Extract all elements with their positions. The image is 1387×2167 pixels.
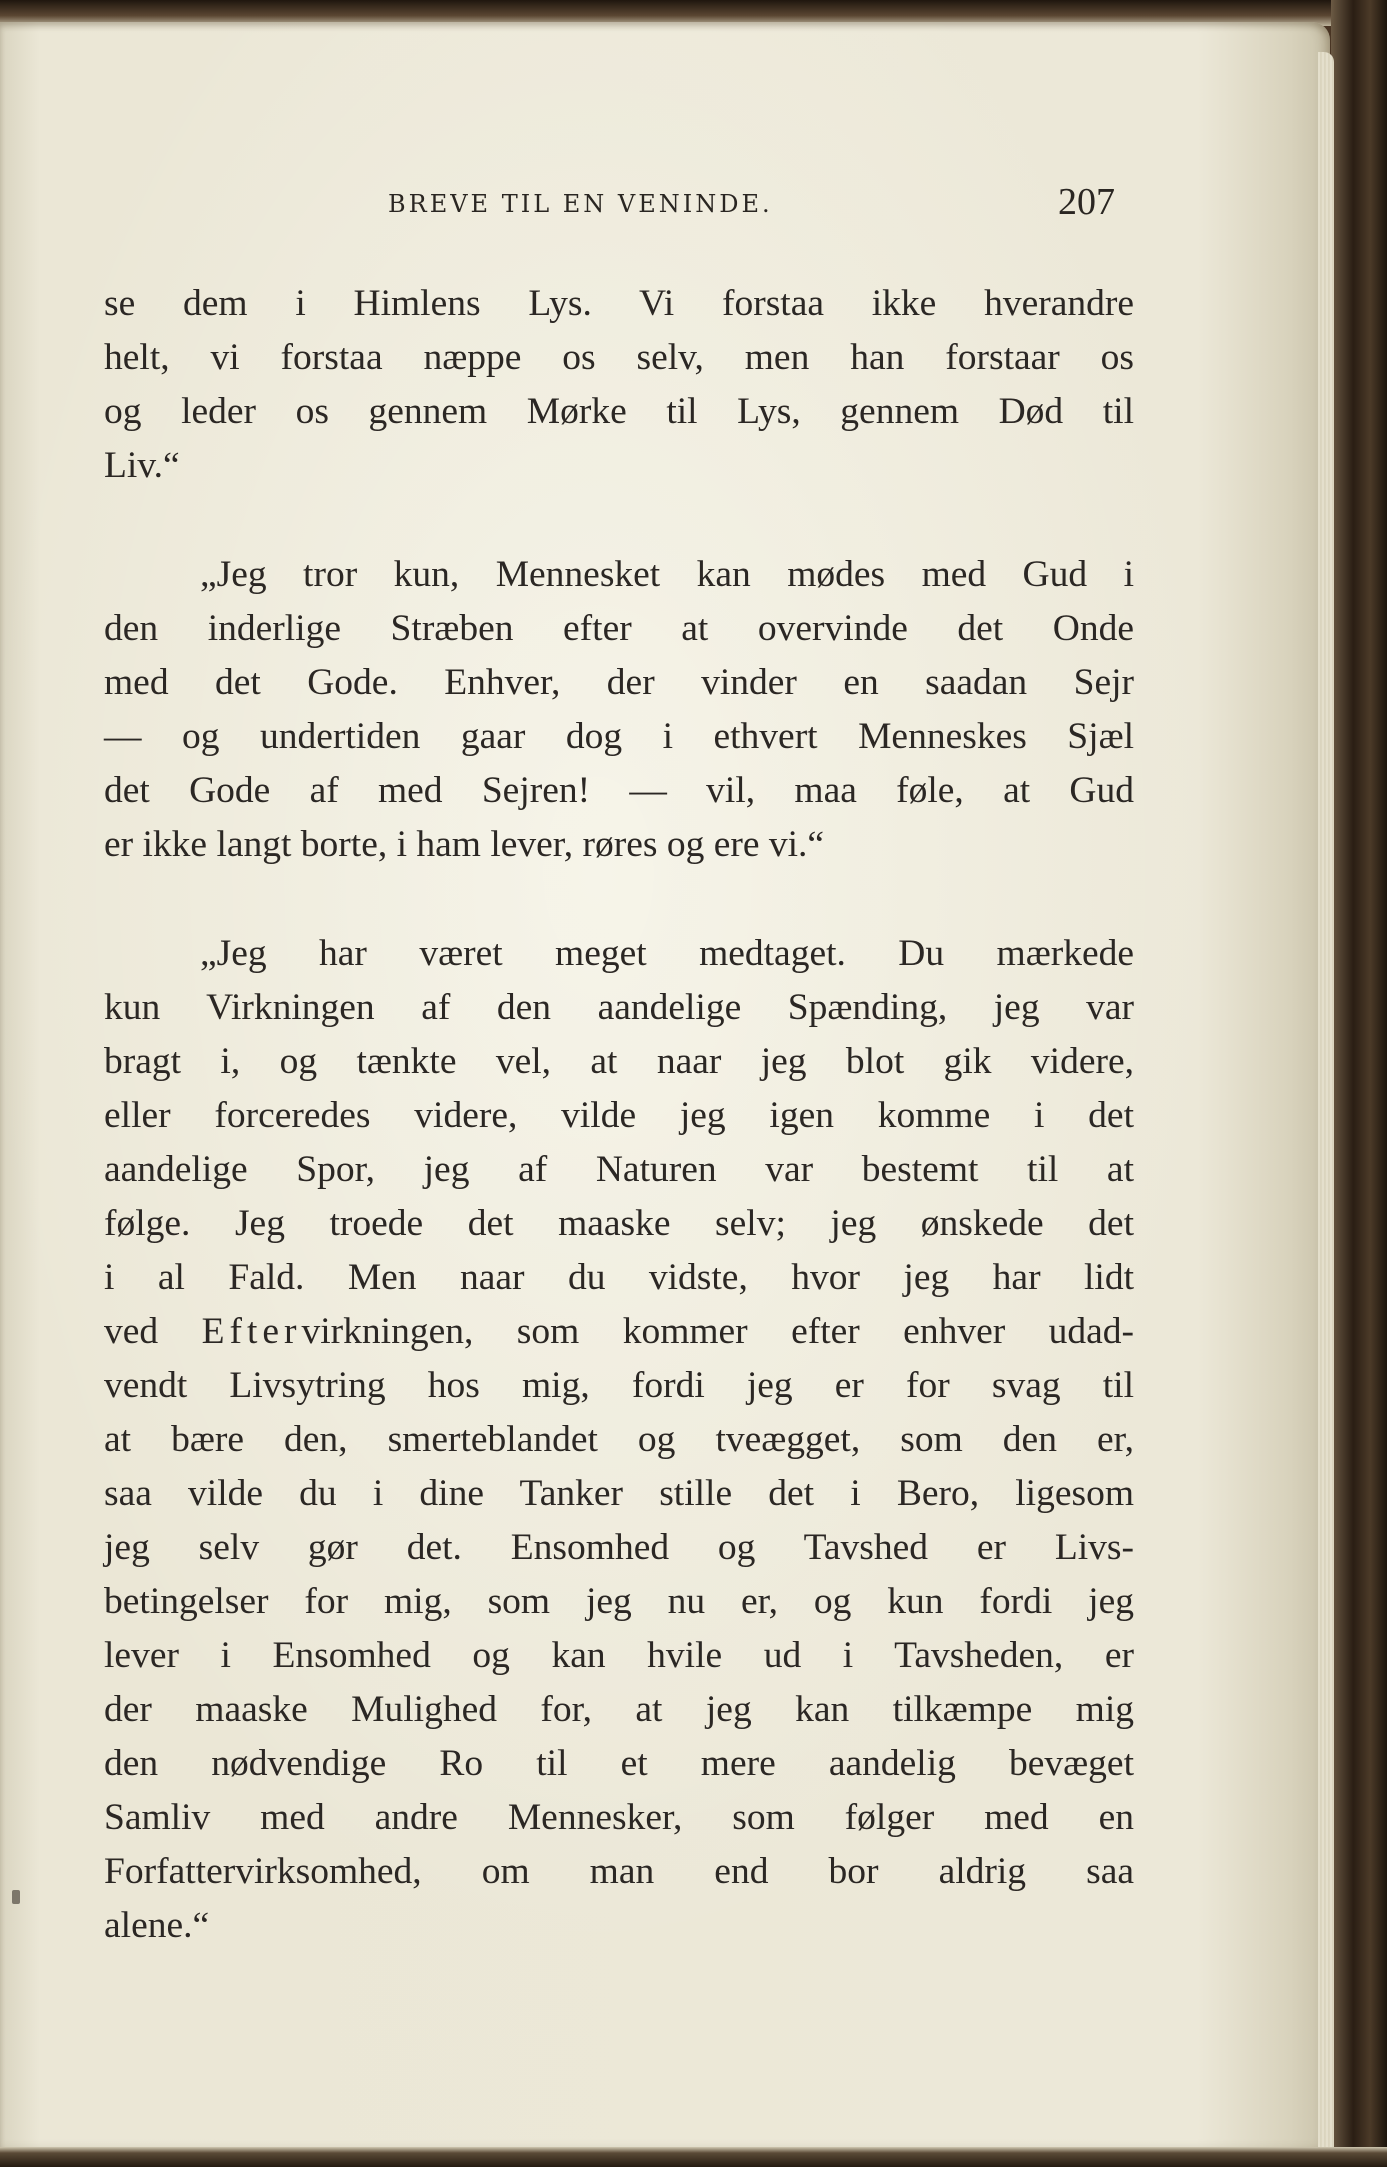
text-line: er ikke langt borte, i ham lever, røres og ere vi.“ [104, 824, 825, 865]
text-line: det Gode af med Sejren! — vil, maa føle, at Gud [104, 770, 1134, 811]
paragraph-gap [104, 872, 1134, 927]
page-edges [1318, 52, 1334, 2162]
page-paper [0, 22, 1330, 2150]
text-line: bragt i, og tænkte vel, at naar jeg blot gik videre, [104, 1041, 1134, 1082]
body-text [104, 277, 1134, 1953]
margin-mark [12, 1890, 20, 1904]
running-head: BREVE TIL EN VENINDE. [388, 190, 773, 218]
page-number: 207 [1058, 181, 1115, 223]
text-line: eller forceredes videre, vilde jeg igen komme i det [104, 1095, 1134, 1136]
bottom-binding-edge [0, 2147, 1387, 2167]
text-line: Forfattervirksomhed, om man end bor aldrig saa [104, 1851, 1134, 1892]
line-suffix: virkningen, som kommer efter enhver udad- [301, 1311, 1134, 1352]
paragraph [104, 277, 1134, 493]
text-line: og leder os gennem Mørke til Lys, gennem Død til [104, 391, 1134, 432]
text-line: Liv.“ [104, 445, 180, 486]
text-line: alene.“ [104, 1905, 210, 1946]
text-line: betingelser for mig, som jeg nu er, og kun fordi jeg [104, 1581, 1134, 1622]
book-cover-edge [1331, 0, 1387, 2167]
text-line: den nødvendige Ro til et mere aandelig bevæget [104, 1743, 1134, 1784]
text-line: den inderlige Stræben efter at overvinde det Onde [104, 608, 1134, 649]
text-line: helt, vi forstaa næppe os selv, men han forstaar os [104, 337, 1134, 378]
text-line: med det Gode. Enhver, der vinder en saadan Sejr [104, 662, 1134, 703]
text-line: „Jeg har været meget medtaget. Du mærkede [200, 933, 1134, 974]
text-line: følge. Jeg troede det maaske selv; jeg ønskede det [104, 1203, 1134, 1244]
line-prefix: ved [104, 1311, 202, 1352]
text-line: „Jeg tror kun, Mennesket kan mødes med Gud i [200, 554, 1134, 595]
text-line: — og undertiden gaar dog i ethvert Menneskes Sjæl [104, 716, 1134, 757]
page-header [0, 162, 1330, 222]
text-line: aandelige Spor, jeg af Naturen var bestemt til at [104, 1149, 1134, 1190]
spaced-emphasis: Efter [201, 1311, 302, 1352]
text-line: at bære den, smerteblandet og tveægget, som den er, [104, 1419, 1134, 1460]
text-line: i al Fald. Men naar du vidste, hvor jeg har lidt [104, 1257, 1134, 1298]
text-line: se dem i Himlens Lys. Vi forstaa ikke hverandre [104, 283, 1134, 324]
paragraph-gap [104, 493, 1134, 548]
text-line: Samliv med andre Mennesker, som følger med en [104, 1797, 1134, 1838]
text-line-spaced-emphasis [104, 1305, 1134, 1359]
text-line: kun Virkningen af den aandelige Spænding, jeg var [104, 987, 1134, 1028]
text-line: jeg selv gør det. Ensomhed og Tavshed er Livs- [104, 1527, 1134, 1568]
text-line: lever i Ensomhed og kan hvile ud i Tavsheden, er [104, 1635, 1134, 1676]
paragraph [104, 927, 1134, 1953]
text-line: der maaske Mulighed for, at jeg kan tilkæmpe mig [104, 1689, 1134, 1730]
text-line: saa vilde du i dine Tanker stille det i Bero, ligesom [104, 1473, 1134, 1514]
text-line: vendt Livsytring hos mig, fordi jeg er for svag til [104, 1365, 1134, 1406]
paragraph [104, 548, 1134, 872]
